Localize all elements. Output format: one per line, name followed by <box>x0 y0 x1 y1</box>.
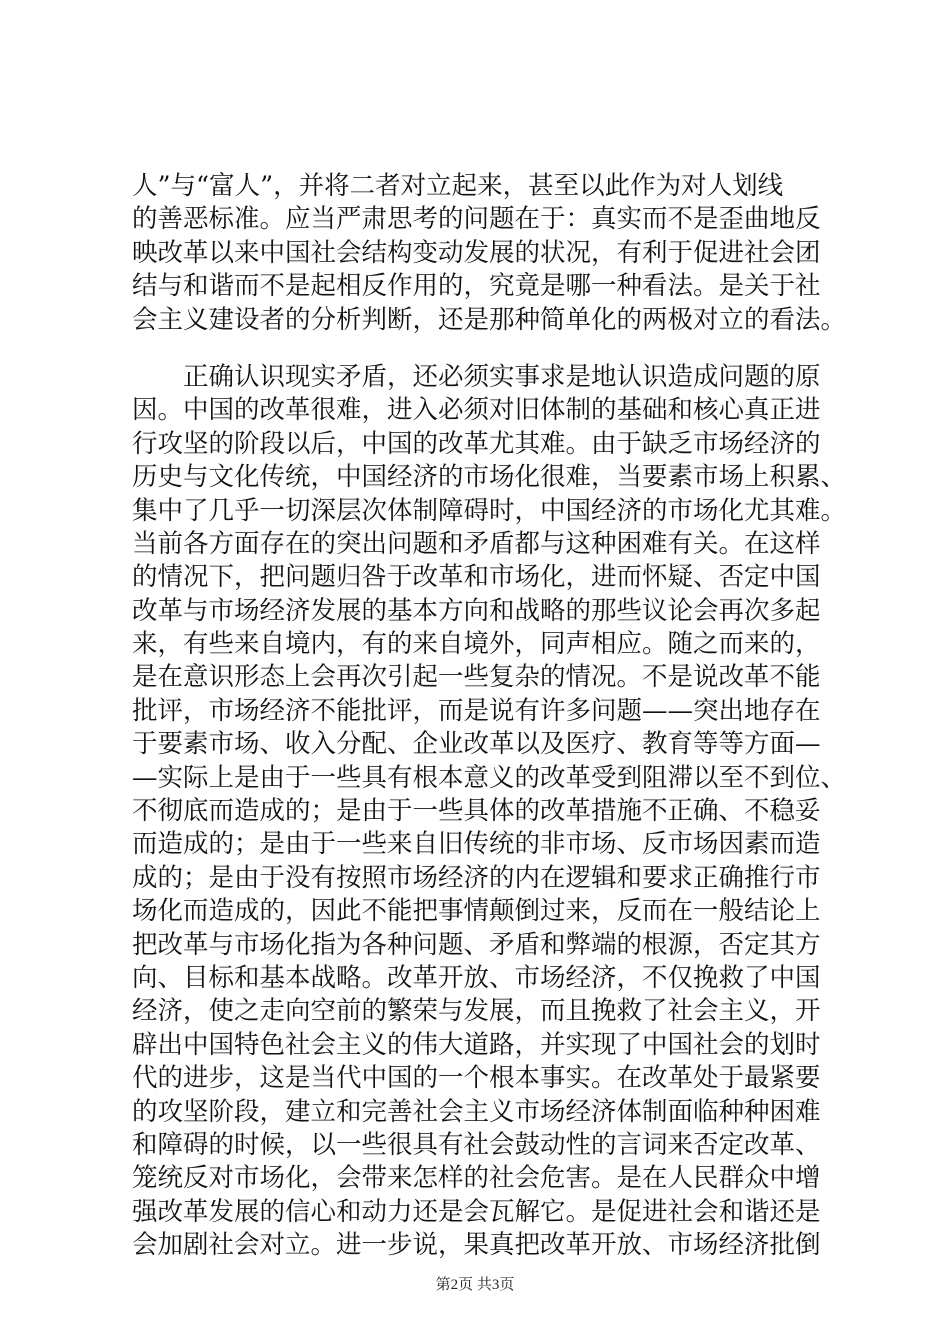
paragraph-spacer <box>132 337 852 361</box>
text-line: 笼统反对市场化，会带来怎样的社会危害。是在人民群众中增 <box>132 1163 821 1194</box>
text-line: 结与和谐而不是起相反作用的，究竟是哪一种看法。是关于社 <box>132 271 821 302</box>
text-line: 而造成的；是由于一些来自旧传统的非市场、反市场因素而造 <box>132 829 821 860</box>
text-line: 强改革发展的信心和动力还是会瓦解它。是促进社会和谐还是 <box>132 1196 821 1227</box>
text-line: 场化而造成的，因此不能把事情颠倒过来，反而在一般结论上 <box>132 896 821 927</box>
text-line: 来，有些来自境内，有的来自境外，同声相应。随之而来的， <box>132 629 821 660</box>
text-line: 会主义建设者的分析判断，还是那种简单化的两极对立的看法。 <box>132 304 847 335</box>
text-line: 历史与文化传统，中国经济的市场化很难，当要素市场上积累、 <box>132 462 847 493</box>
text-line: 成的；是由于没有按照市场经济的内在逻辑和要求正确推行市 <box>132 862 821 893</box>
text-line: 映改革以来中国社会结构变动发展的状况，有利于促进社会团 <box>132 237 821 268</box>
text-line: —实际上是由于一些具有根本意义的改革受到阻滞以至不到位、 <box>132 762 847 793</box>
text-line: 会加剧社会对立。进一步说，果真把改革开放、市场经济批倒 <box>132 1230 821 1261</box>
text-line: 行攻坚的阶段以后，中国的改革尤其难。由于缺乏市场经济的 <box>132 428 821 459</box>
page-number-footer: 第2页 共3页 <box>435 1277 515 1293</box>
text-line: 当前各方面存在的突出问题和矛盾都与这种困难有关。在这样 <box>132 528 821 559</box>
text-line: 的善恶标准。应当严肃思考的问题在于：真实而不是歪曲地反 <box>132 204 821 235</box>
document-body <box>132 170 852 1263</box>
text-line: 人”与“富人”，并将二者对立起来，甚至以此作为对人划线 <box>132 171 784 201</box>
text-line: 向、目标和基本战略。改革开放、市场经济，不仅挽救了中国 <box>132 962 821 993</box>
text-line: 把改革与市场化指为各种问题、矛盾和弊端的根源，否定其方 <box>132 929 821 960</box>
text-line: 辟出中国特色社会主义的伟大道路，并实现了中国社会的划时 <box>132 1029 821 1060</box>
text-line: 经济，使之走向空前的繁荣与发展，而且挽救了社会主义，开 <box>132 996 821 1027</box>
text-line: 不彻底而造成的；是由于一些具体的改革措施不正确、不稳妥 <box>132 796 821 827</box>
text-line: 和障碍的时候，以一些很具有社会鼓动性的言词来否定改革、 <box>132 1129 821 1160</box>
text-line: 因。中国的改革很难，进入必须对旧体制的基础和核心真正进 <box>132 395 821 426</box>
text-line: 代的进步，这是当代中国的一个根本事实。在改革处于最紧要 <box>132 1063 821 1094</box>
text-line: 正确认识现实矛盾，还必须实事求是地认识造成问题的原 <box>132 361 821 392</box>
text-line: 于要素市场、收入分配、企业改革以及医疗、教育等等方面— <box>132 729 821 760</box>
text-line: 的情况下，把问题归咎于改革和市场化，进而怀疑、否定中国 <box>132 562 821 593</box>
text-line: 的攻坚阶段，建立和完善社会主义市场经济体制面临种种困难 <box>132 1096 821 1127</box>
text-line: 是在意识形态上会再次引起一些复杂的情况。不是说改革不能 <box>132 662 821 693</box>
text-line: 集中了几乎一切深层次体制障碍时，中国经济的市场化尤其难。 <box>132 495 847 526</box>
paragraph-2 <box>132 361 852 1263</box>
text-line: 改革与市场经济发展的基本方向和战略的那些议论会再次多起 <box>132 595 821 626</box>
paragraph-1 <box>132 170 852 337</box>
text-line: 批评，市场经济不能批评，而是说有许多问题——突出地存在 <box>132 695 821 726</box>
